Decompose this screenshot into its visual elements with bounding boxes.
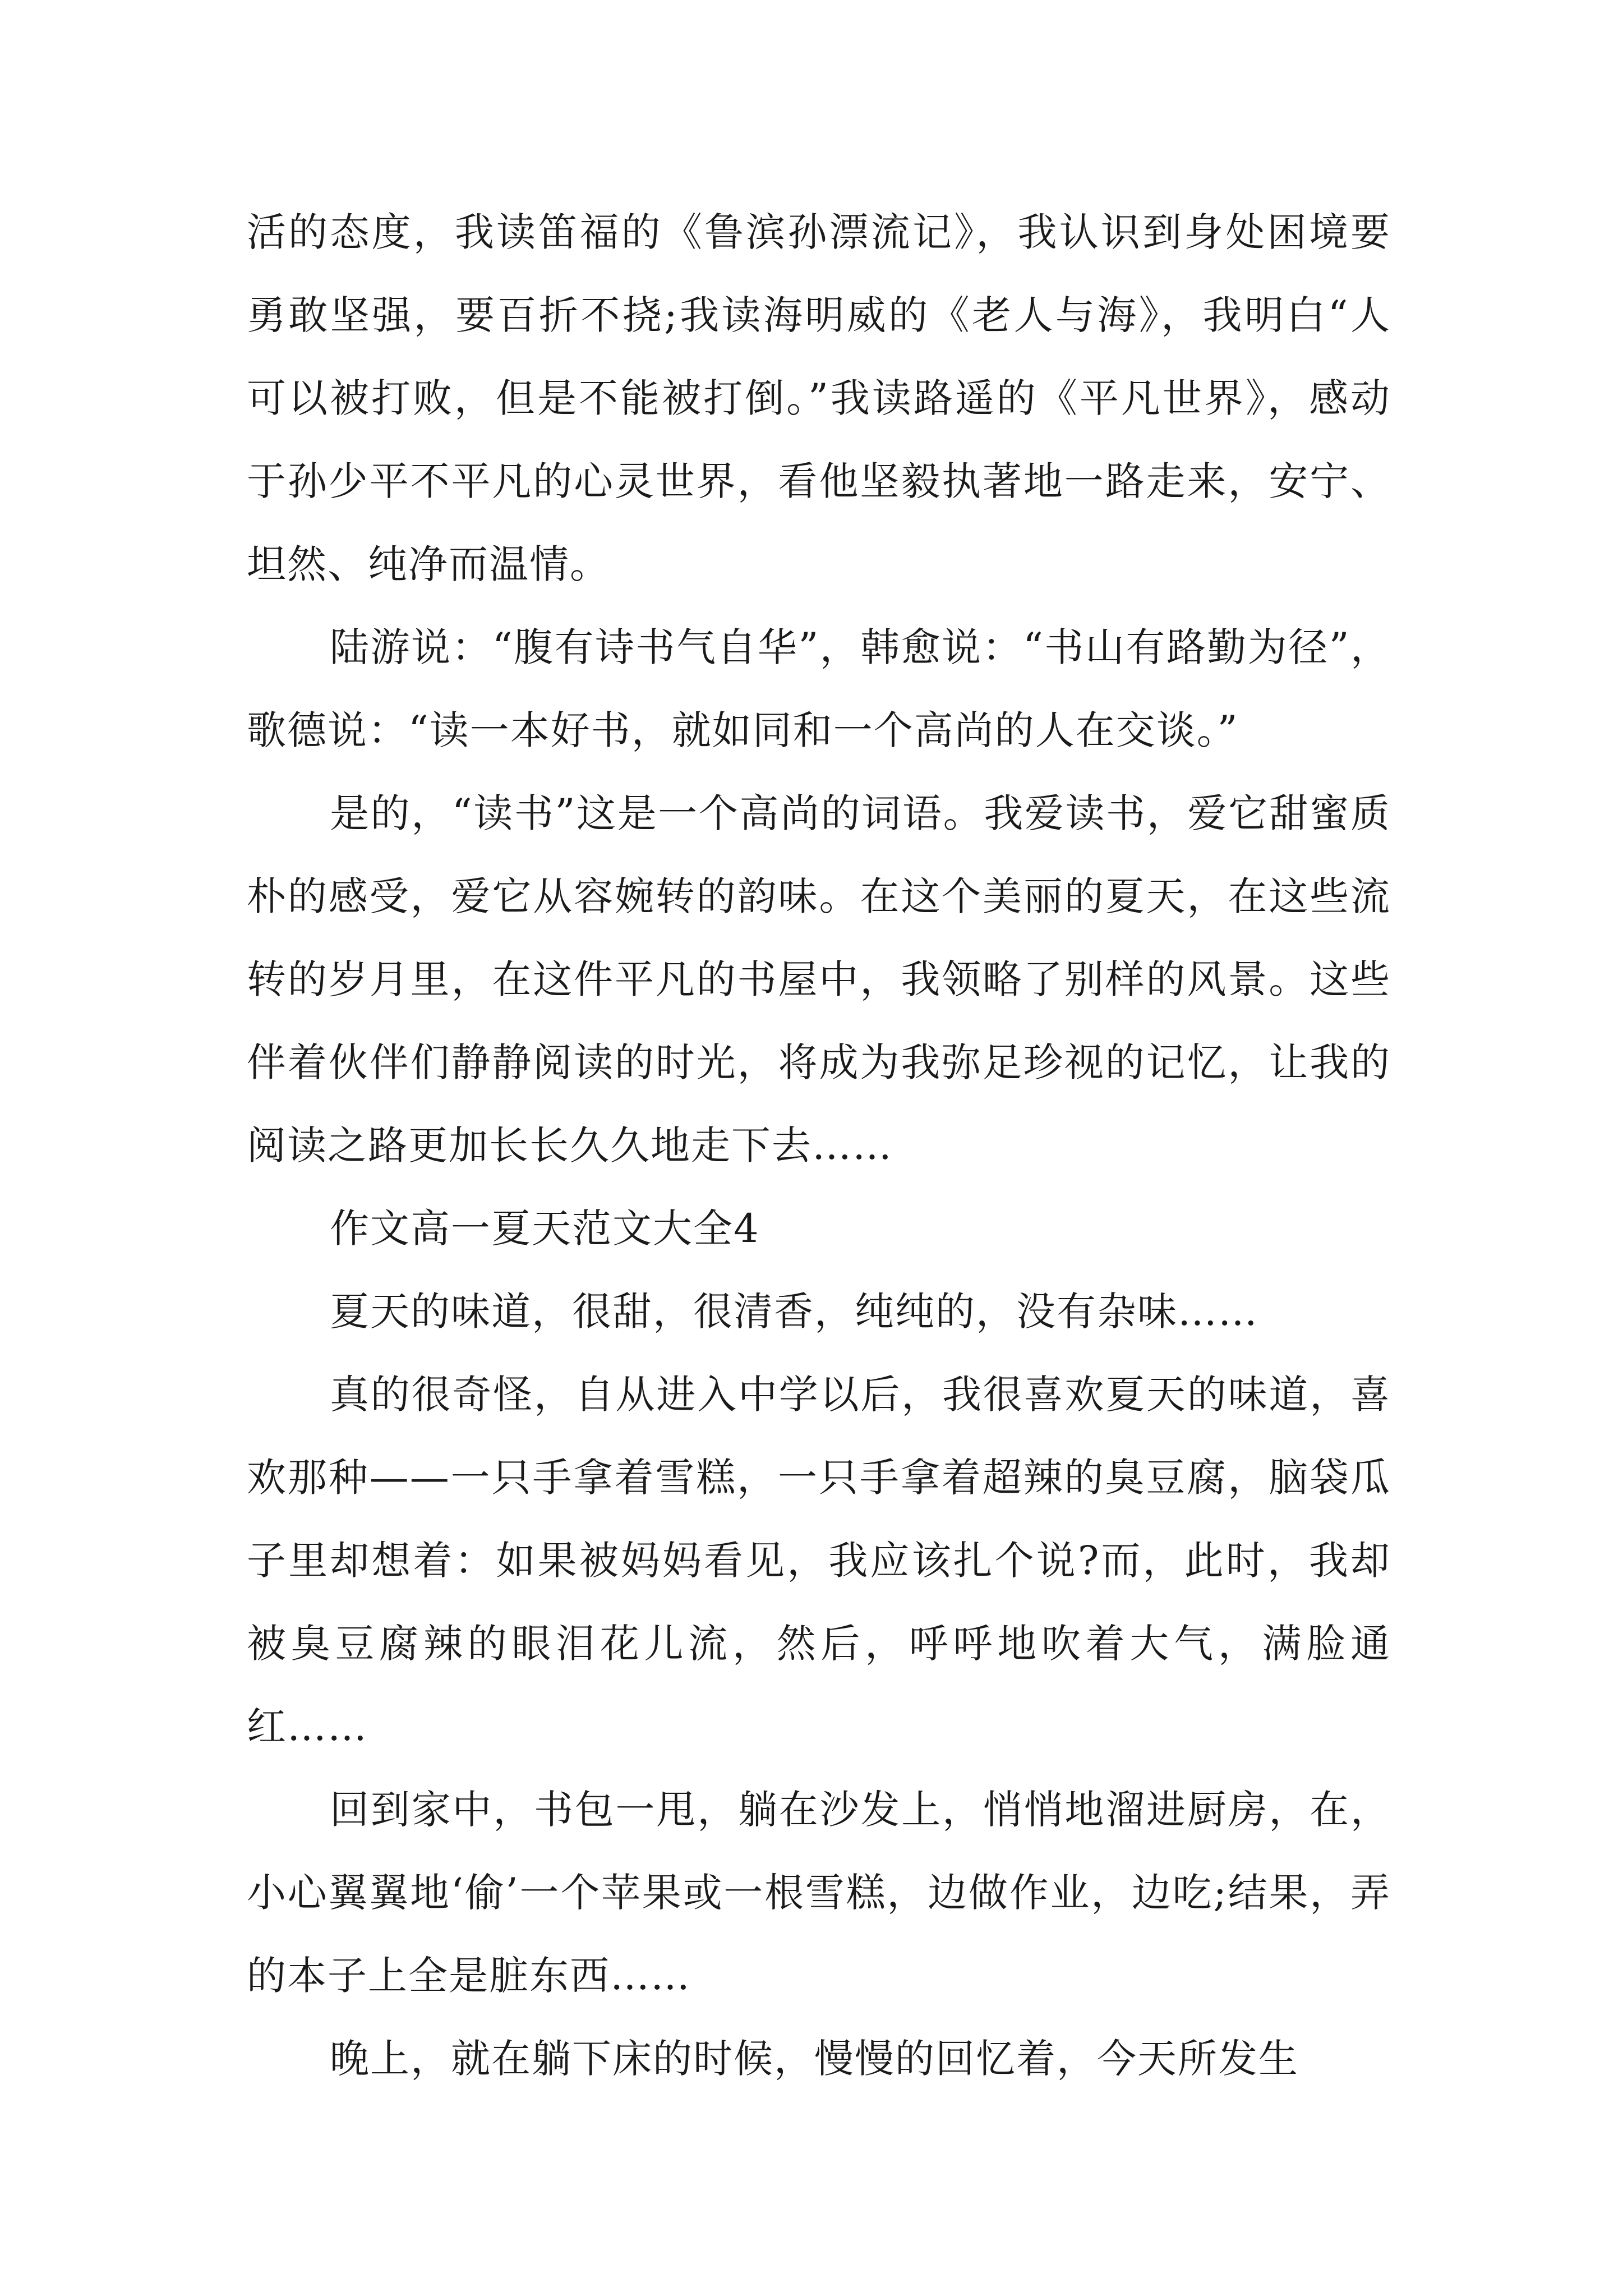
paragraph-7: 回到家中，书包一甩，躺在沙发上，悄悄地溜进厨房，在，小心翼翼地‘偷’一个苹果或一根雪糕，边做作业，边吃;结果，弄的本子上全是脏东西…… (247, 1787, 1391, 1999)
paragraph-2: 陆游说：“腹有诗书气自华”，韩愈说：“书山有路勤为径”，歌德说：“读一本好书，就如同和一个高尚的人在交谈。” (247, 624, 1391, 753)
paragraph-1: 活的态度，我读笛福的《鲁滨孙漂流记》，我认识到身处困境要勇敢坚强，要百折不挠;我读海明威的《老人与海》，我明白“人可以被打败，但是不能被打倒。”我读路遥的《平凡世界》，感动于孙少平不平凡的心灵世界，看他坚毅执著地一路走来，安宁、坦然、纯净而温情。 (247, 209, 1391, 587)
paragraph-8: 晚上，就在躺下床的时候，慢慢的回忆着，今天所发生 (330, 2036, 1299, 2082)
paragraph-3: 是的，“读书”这是一个高尚的词语。我爱读书，爱它甜蜜质朴的感受，爱它从容婉转的韵味。在这个美丽的夏天，在这些流转的岁月里，在这件平凡的书屋中，我领略了别样的风景。这些伴着伙伴们静静阅读的时光，将成为我弥足珍视的记忆，让我的阅读之路更加长长久久地走下去…… (247, 790, 1391, 1168)
section-heading: 作文高一夏天范文大全4 (330, 1205, 760, 1251)
document-body (247, 191, 1391, 2100)
paragraph-6: 真的很奇怪，自从进入中学以后，我很喜欢夏天的味道，喜欢那种——一只手拿着雪糕，一只手拿着超辣的臭豆腐，脑袋瓜子里却想着：如果被妈妈看见，我应该扎个说?而，此时，我却被臭豆腐辣的眼泪花儿流，然后，呼呼地吹着大气，满脸通红…… (247, 1372, 1391, 1750)
paragraph-5: 夏天的味道，很甜，很清香，纯纯的，没有杂味…… (330, 1289, 1258, 1335)
